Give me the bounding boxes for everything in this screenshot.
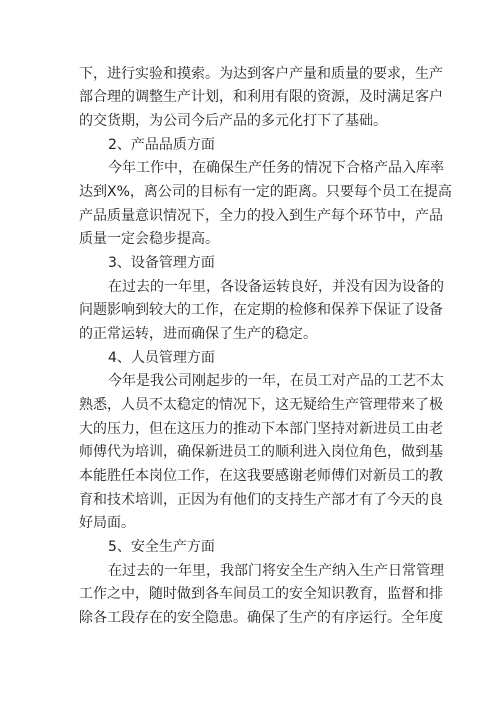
text-line: 育和技术培训，正因为有他们的支持生产部才有了今天的良 [79,492,443,508]
section-heading: 2、产品品质方面 [108,137,215,153]
text-line: 大的压力，但在这压力的推动下本部门坚持对新进员工由老 [79,421,443,437]
text-line: 产品质量意识情况下，全力的投入到生产每个环节中，产品 [79,208,443,224]
text-line: 工作之中，随时做到各车间员工的安全知识教育，监督和排 [79,586,443,602]
text-line: 的正常运转，进而确保了生产的稳定。 [79,326,317,342]
paragraph-first-line: 今年是我公司刚起步的一年，在员工对产品的工艺不太 [108,373,444,389]
text-line: 达到X%，离公司的目标有一定的距离。只要每个员工在提高 [79,184,452,200]
section-heading: 5、安全生产方面 [108,539,215,555]
text-line: 质量一定会稳步提高。 [79,231,219,247]
paragraph-first-line: 在过去的一年里，我部门将安全生产纳入生产日常管理 [108,563,444,579]
section-heading: 4、人员管理方面 [108,350,215,366]
text-line: 好局面。 [79,515,135,531]
section-heading: 3、设备管理方面 [108,255,215,271]
paragraph-first-line: 在过去的一年里，各设备运转良好，并没有因为设备的 [108,279,444,295]
text-line: 下，进行实验和摸索。为达到客户产量和质量的要求，生产 [79,66,443,82]
paragraph-first-line: 今年工作中，在确保生产任务的情况下合格产品入库率 [108,160,444,176]
text-line: 的交货期，为公司今后产品的多元化打下了基础。 [79,113,387,129]
text-line: 部合理的调整生产计划，和利用有限的资源，及时满足客户 [79,89,443,105]
text-line: 除各工段存在的安全隐患。确保了生产的有序运行。全年度 [79,610,443,626]
text-line: 本能胜任本岗位工作，在这我要感谢老师傅们对新员工的教 [79,468,443,484]
text-line: 师傅代为培训，确保新进员工的顺利进入岗位角色，做到基 [79,444,443,460]
text-line: 熟悉，人员不太稳定的情况下，这无疑给生产管理带来了极 [79,397,443,413]
text-line: 问题影响到较大的工作，在定期的检修和保养下保证了设备 [79,302,443,318]
